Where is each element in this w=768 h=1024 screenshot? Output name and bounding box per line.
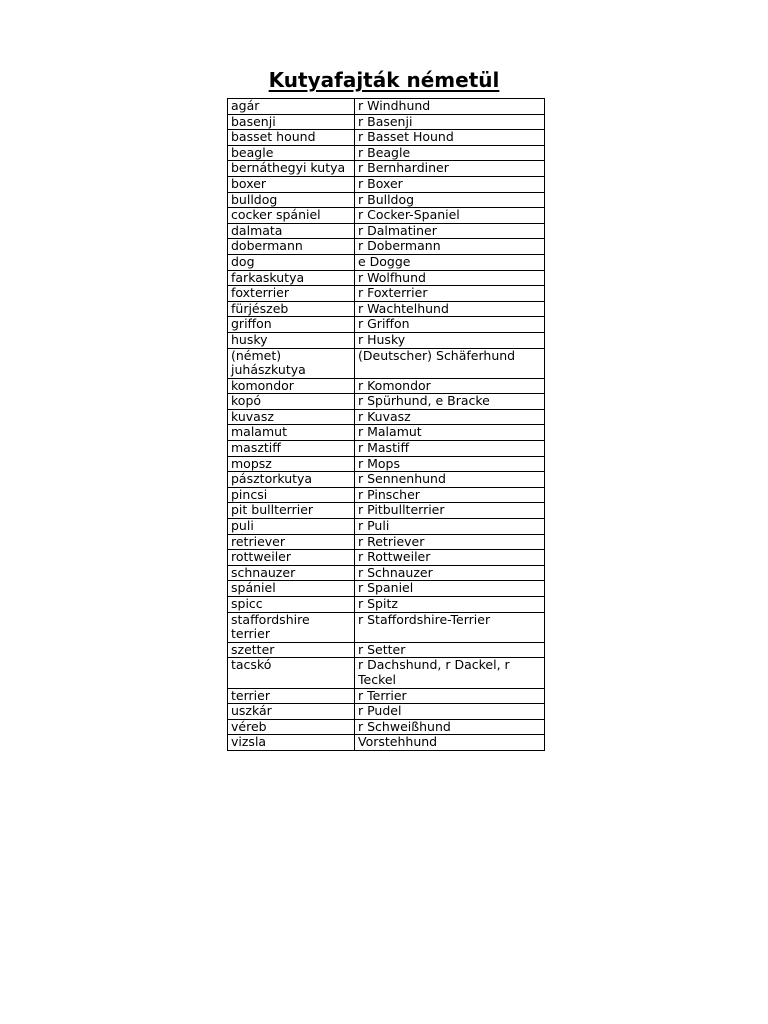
table-row [228, 550, 545, 566]
hungarian-breed-cell: griffon [228, 317, 355, 333]
hungarian-breed-cell: pit bullterrier [228, 503, 355, 519]
german-breed-cell: r Windhund [355, 99, 545, 115]
hungarian-breed-cell: husky [228, 332, 355, 348]
table-row [228, 735, 545, 751]
table-row [228, 239, 545, 255]
hungarian-breed-cell: pásztorkutya [228, 472, 355, 488]
german-breed-cell: r Dobermann [355, 239, 545, 255]
german-breed-cell: r Pudel [355, 704, 545, 720]
table-row [228, 581, 545, 597]
german-breed-cell: Vorstehhund [355, 735, 545, 751]
table-row [228, 487, 545, 503]
hungarian-breed-cell: dalmata [228, 223, 355, 239]
hungarian-breed-cell: puli [228, 519, 355, 535]
german-breed-cell: r Spitz [355, 597, 545, 613]
table-row [228, 130, 545, 146]
table-row [228, 409, 545, 425]
table-row [228, 612, 545, 642]
table-row [228, 658, 545, 688]
hungarian-breed-cell: bernáthegyi kutya [228, 161, 355, 177]
german-breed-cell: r Bernhardiner [355, 161, 545, 177]
table-row [228, 642, 545, 658]
table-row [228, 208, 545, 224]
german-breed-cell: r Bulldog [355, 192, 545, 208]
hungarian-breed-cell: tacskó [228, 658, 355, 688]
german-breed-cell: r Griffon [355, 317, 545, 333]
table-row [228, 286, 545, 302]
table-row [228, 223, 545, 239]
hungarian-breed-cell: pincsi [228, 487, 355, 503]
table-row [228, 456, 545, 472]
hungarian-breed-cell: vizsla [228, 735, 355, 751]
hungarian-breed-cell: mopsz [228, 456, 355, 472]
german-breed-cell: r Beagle [355, 145, 545, 161]
german-breed-cell: r Sennenhund [355, 472, 545, 488]
german-breed-cell: r Mastiff [355, 441, 545, 457]
german-breed-cell: r Mops [355, 456, 545, 472]
table-row [228, 378, 545, 394]
hungarian-breed-cell: szetter [228, 642, 355, 658]
german-breed-cell: r Malamut [355, 425, 545, 441]
table-row [228, 348, 545, 378]
german-breed-cell: r Puli [355, 519, 545, 535]
hungarian-breed-cell: schnauzer [228, 565, 355, 581]
hungarian-breed-cell: kuvasz [228, 409, 355, 425]
table-row [228, 565, 545, 581]
table-row [228, 161, 545, 177]
table-row [228, 519, 545, 535]
hungarian-breed-cell: rottweiler [228, 550, 355, 566]
hungarian-breed-cell: basset hound [228, 130, 355, 146]
german-breed-cell: r Foxterrier [355, 286, 545, 302]
german-breed-cell: (Deutscher) Schäferhund [355, 348, 545, 378]
table-row [228, 145, 545, 161]
german-breed-cell: r Cocker-Spaniel [355, 208, 545, 224]
table-row [228, 270, 545, 286]
hungarian-breed-cell: staffordshire terrier [228, 612, 355, 642]
german-breed-cell: e Dogge [355, 254, 545, 270]
hungarian-breed-cell: (német) juhászkutya [228, 348, 355, 378]
table-row [228, 719, 545, 735]
german-breed-cell: r Kuvasz [355, 409, 545, 425]
table-row [228, 99, 545, 115]
hungarian-breed-cell: uszkár [228, 704, 355, 720]
hungarian-breed-cell: foxterrier [228, 286, 355, 302]
table-row [228, 534, 545, 550]
hungarian-breed-cell: kopó [228, 394, 355, 410]
german-breed-cell: r Retriever [355, 534, 545, 550]
german-breed-cell: r Staffordshire-Terrier [355, 612, 545, 642]
hungarian-breed-cell: dog [228, 254, 355, 270]
hungarian-breed-cell: spicc [228, 597, 355, 613]
hungarian-breed-cell: bulldog [228, 192, 355, 208]
hungarian-breed-cell: malamut [228, 425, 355, 441]
table-row [228, 704, 545, 720]
german-breed-cell: r Basenji [355, 114, 545, 130]
table-row [228, 472, 545, 488]
german-breed-cell: r Schnauzer [355, 565, 545, 581]
german-breed-cell: r Husky [355, 332, 545, 348]
table-row [228, 394, 545, 410]
german-breed-cell: r Komondor [355, 378, 545, 394]
german-breed-cell: r Spaniel [355, 581, 545, 597]
table-row [228, 597, 545, 613]
hungarian-breed-cell: fürjészeb [228, 301, 355, 317]
table-row [228, 503, 545, 519]
german-breed-cell: r Boxer [355, 176, 545, 192]
german-breed-cell: r Spürhund, e Bracke [355, 394, 545, 410]
table-row [228, 301, 545, 317]
german-breed-cell: r Dalmatiner [355, 223, 545, 239]
hungarian-breed-cell: komondor [228, 378, 355, 394]
hungarian-breed-cell: agár [228, 99, 355, 115]
table-row [228, 114, 545, 130]
hungarian-breed-cell: beagle [228, 145, 355, 161]
hungarian-breed-cell: farkaskutya [228, 270, 355, 286]
german-breed-cell: r Schweißhund [355, 719, 545, 735]
table-row [228, 332, 545, 348]
table-row [228, 317, 545, 333]
german-breed-cell: r Dachshund, r Dackel, r Teckel [355, 658, 545, 688]
table-row [228, 176, 545, 192]
german-breed-cell: r Terrier [355, 688, 545, 704]
table-row [228, 688, 545, 704]
hungarian-breed-cell: basenji [228, 114, 355, 130]
table-row [228, 441, 545, 457]
table-row [228, 254, 545, 270]
table-row [228, 425, 545, 441]
page-title: Kutyafajták németül [268, 68, 500, 92]
table-row [228, 192, 545, 208]
german-breed-cell: r Pitbullterrier [355, 503, 545, 519]
german-breed-cell: r Wolfhund [355, 270, 545, 286]
hungarian-breed-cell: terrier [228, 688, 355, 704]
german-breed-cell: r Pinscher [355, 487, 545, 503]
hungarian-breed-cell: masztiff [228, 441, 355, 457]
breed-table [227, 98, 545, 751]
breed-table-body [228, 99, 545, 751]
hungarian-breed-cell: dobermann [228, 239, 355, 255]
hungarian-breed-cell: cocker spániel [228, 208, 355, 224]
german-breed-cell: r Setter [355, 642, 545, 658]
german-breed-cell: r Basset Hound [355, 130, 545, 146]
hungarian-breed-cell: véreb [228, 719, 355, 735]
german-breed-cell: r Wachtelhund [355, 301, 545, 317]
german-breed-cell: r Rottweiler [355, 550, 545, 566]
hungarian-breed-cell: retriever [228, 534, 355, 550]
hungarian-breed-cell: spániel [228, 581, 355, 597]
hungarian-breed-cell: boxer [228, 176, 355, 192]
